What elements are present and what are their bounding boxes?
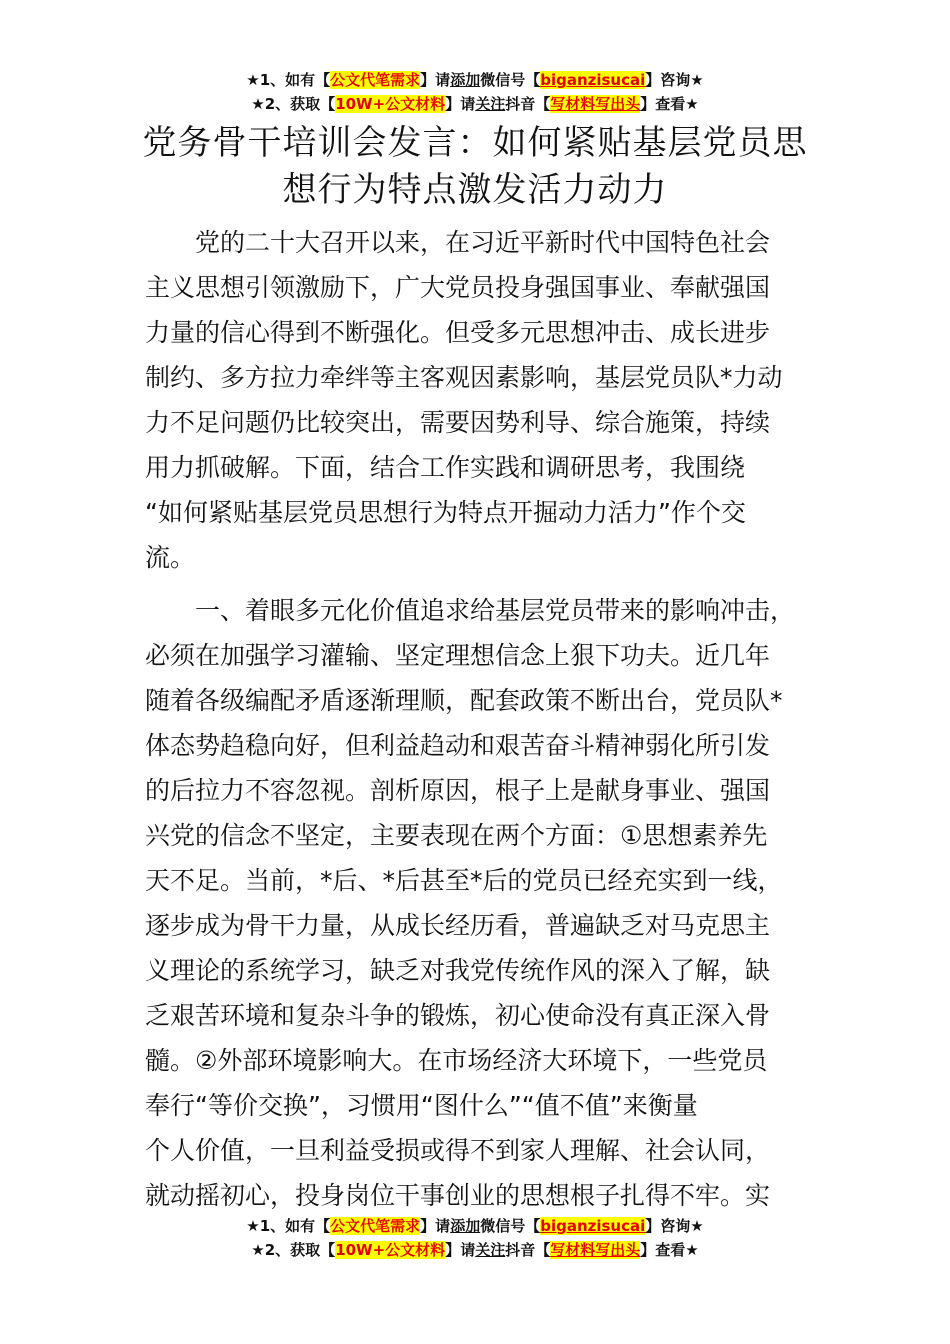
text-line: 的后拉力不容忽视。剖析原因，根子上是献身事业、强国 [145,776,771,805]
underline-follow: 关注 [475,1241,506,1259]
promo-text: ★1、如有【 [246,1217,331,1235]
text-line: 天不足。当前，*后、*后甚至*后的党员已经充实到一线， [145,866,783,895]
text-line: 个人价值，一旦利益受损或得不到家人理解、社会认同， [145,1136,771,1165]
text-line: 力不足问题仍比较突出，需要因势利导、综合施策，持续 [145,408,771,437]
promo-text: 】咨询★ [645,71,704,89]
text-line: 一、着眼多元化价值追求给基层党员带来的影响冲击， [195,596,796,625]
text-line: 义理论的系统学习，缺乏对我党传统作风的深入了解，缺 [145,956,771,985]
text-line: 奉行“等价交换”，习惯用“图什么”“值不值”来衡量 [145,1091,698,1120]
promo-text: 微信号【 [480,71,541,89]
promo-text: ★2、获取【 [251,95,336,113]
promo-text: 】请 [420,71,451,89]
promo-banner-top [0,68,950,116]
text-line: 乏艰苦环境和复杂斗争的锻炼，初心使命没有真正深入骨 [145,1001,771,1030]
text-line: 逐步成为骨干力量，从成长经历看，普遍缺乏对马克思主 [145,911,771,940]
title-line: 想行为特点激发活力动力 [282,170,668,210]
text-line: 流。 [145,543,196,572]
promo-text: 】查看★ [640,1241,699,1259]
title-line: 党务骨干培训会发言：如何紧贴基层党员思 [142,123,808,163]
highlight-service: 公文代笔需求 [330,71,421,89]
text-line: 力量的信心得到不断强化。但受多元思想冲击、成长进步 [145,318,771,347]
underline-add: 添加 [450,1217,481,1235]
document-title [0,120,950,214]
promo-text: 】查看★ [640,95,699,113]
wechat-id: biganzisucai [540,71,646,89]
underline-follow: 关注 [475,95,506,113]
text-line: 党的二十大召开以来，在习近平新时代中国特色社会 [195,228,771,257]
promo-text: 】请 [445,1241,476,1259]
promo-text: 】请 [420,1217,451,1235]
promo-line-2 [0,1238,950,1262]
text-line: 就动摇初心，投身岗位干事创业的思想根子扎得不牢。实 [145,1181,771,1210]
text-line: 制约、多方拉力牵绊等主客观因素影响，基层党员队*力动 [145,363,783,392]
promo-line-1 [0,68,950,92]
promo-text: ★1、如有【 [246,71,331,89]
highlight-material: 10W+公文材料 [335,1241,446,1259]
paragraph-intro [145,220,815,580]
promo-text: ★2、获取【 [251,1241,336,1259]
douyin-account: 写材料写出头 [550,1241,641,1259]
text-line: 用力抓破解。下面，结合工作实践和调研思考，我围绕 [145,453,746,482]
text-line: 兴党的信念不坚定，主要表现在两个方面：①思想素养先 [145,821,768,850]
text-line: 随着各级编配矛盾逐渐理顺，配套政策不断出台，党员队* [145,686,783,715]
promo-text: 微信号【 [480,1217,541,1235]
text-line: 体态势趋稳向好，但利益趋动和艰苦奋斗精神弱化所引发 [145,731,771,760]
promo-line-1 [0,1214,950,1238]
paragraph-section-one [145,588,815,1218]
promo-banner-bottom [0,1214,950,1262]
promo-text: 抖音【 [505,95,551,113]
text-line: 髓。②外部环境影响大。在市场经济大环境下，一些党员 [145,1046,768,1075]
promo-line-2 [0,92,950,116]
promo-text: 】请 [445,95,476,113]
promo-text: 抖音【 [505,1241,551,1259]
highlight-material: 10W+公文材料 [335,95,446,113]
wechat-id: biganzisucai [540,1217,646,1235]
promo-text: 】咨询★ [645,1217,704,1235]
text-line: “如何紧贴基层党员思想行为特点开掘动力活力”作个交 [145,498,746,527]
text-line: 主义思想引领激励下，广大党员投身强国事业、奉献强国 [145,273,771,302]
text-line: 必须在加强学习灌输、坚定理想信念上狠下功夫。近几年 [145,641,771,670]
douyin-account: 写材料写出头 [550,95,641,113]
highlight-service: 公文代笔需求 [330,1217,421,1235]
underline-add: 添加 [450,71,481,89]
